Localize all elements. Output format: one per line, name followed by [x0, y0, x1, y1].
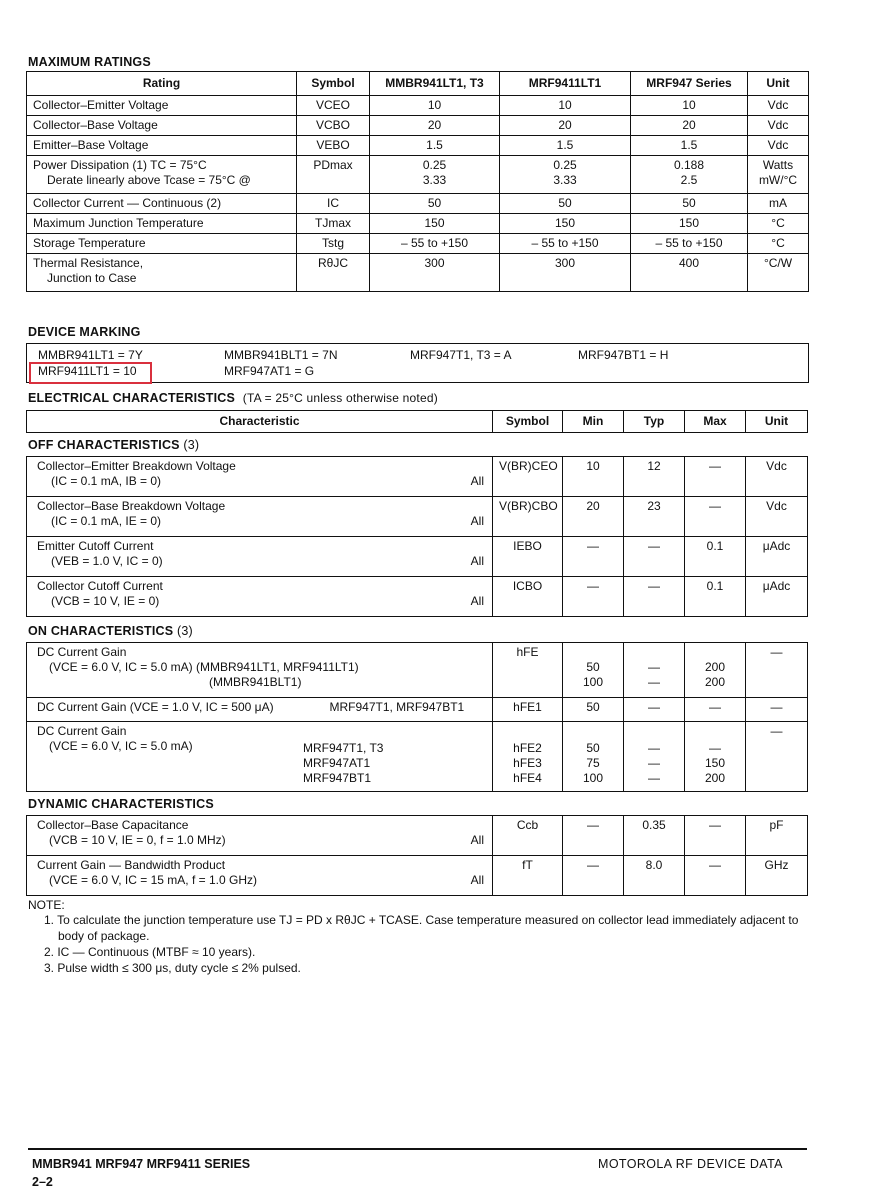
value-cell: 50	[500, 194, 631, 214]
marking-mmbr941blt1: MMBR941BLT1 = 7N	[224, 348, 338, 362]
typ-cell: —	[624, 537, 685, 577]
value-line: 3.33	[422, 173, 447, 187]
rating-cell	[27, 254, 297, 292]
typ-cell	[624, 643, 685, 698]
highlight-box	[29, 362, 152, 384]
footer-series: MMBR941 MRF947 MRF9411 SERIES	[32, 1157, 251, 1171]
unit-cell: μAdc	[746, 577, 808, 617]
unit-cell: Vdc	[748, 116, 809, 136]
table-row	[27, 214, 809, 234]
all-label: All	[470, 474, 484, 488]
char-devices	[303, 741, 383, 786]
marking-mrf947t1: MRF947T1, T3 = A	[410, 348, 512, 362]
characteristic-cell	[27, 457, 493, 497]
table-row	[27, 234, 809, 254]
rating-cell: Collector–Emitter Voltage	[27, 96, 297, 116]
symbol-line: hFE2	[513, 741, 542, 755]
table-row	[27, 698, 808, 722]
dynamic-table	[26, 815, 808, 896]
all-label: All	[470, 514, 484, 528]
char-line: Emitter Cutoff Current	[37, 539, 154, 553]
marking-mmbr941lt1: MMBR941LT1 = 7Y	[38, 348, 143, 362]
typ-line: —	[648, 756, 660, 770]
value-line: 0.25	[422, 158, 447, 172]
char-device: MRF947AT1	[303, 756, 371, 770]
header-mrf9411: MRF9411LT1	[500, 72, 631, 96]
symbol-cell: V(BR)CEO	[493, 457, 563, 497]
footer-brand: MOTOROLA RF DEVICE DATA	[598, 1157, 783, 1171]
on-title-text: ON CHARACTERISTICS	[28, 624, 174, 638]
footer-divider	[28, 1148, 807, 1150]
unit-cell: pF	[746, 816, 808, 856]
electrical-title	[28, 391, 438, 405]
table-row	[27, 722, 808, 792]
unit-cell: —	[746, 698, 808, 722]
characteristic-cell	[27, 537, 493, 577]
all-label: All	[470, 554, 484, 568]
symbol-cell: IC	[297, 194, 370, 214]
value-cell: 300	[370, 254, 500, 292]
symbol-cell: V(BR)CBO	[493, 497, 563, 537]
value-cell: 50	[370, 194, 500, 214]
rating-line-2: Derate linearly above Tcase = 75°C @	[47, 173, 251, 187]
char-device: MRF947BT1	[303, 771, 372, 785]
typ-line: —	[648, 660, 660, 674]
char-line: Collector–Emitter Breakdown Voltage	[37, 459, 236, 473]
char-condition: (VCE = 6.0 V, IC = 5.0 mA) (MMBR941LT1, MRF9411LT1)	[49, 660, 359, 674]
table-row	[27, 194, 809, 214]
on-table	[26, 642, 808, 792]
rating-cell: Collector Current — Continuous (2)	[27, 194, 297, 214]
value-cell	[500, 156, 631, 194]
symbol-cell: PDmax	[297, 156, 370, 194]
char-line: Collector Cutoff Current	[37, 579, 163, 593]
off-characteristics-title	[28, 438, 199, 452]
typ-cell: 8.0	[624, 856, 685, 896]
all-label: All	[470, 833, 484, 847]
table-row	[27, 816, 808, 856]
header-characteristic: Characteristic	[27, 411, 493, 433]
unit-cell: °C/W	[748, 254, 809, 292]
value-cell: 400	[631, 254, 748, 292]
unit-cell: mA	[748, 194, 809, 214]
unit-cell: °C	[748, 234, 809, 254]
off-title-text: OFF CHARACTERISTICS	[28, 438, 180, 452]
value-cell: 150	[500, 214, 631, 234]
min-line: 75	[586, 756, 600, 770]
symbol-cell: Ccb	[493, 816, 563, 856]
note-1: 1. To calculate the junction temperature use TJ = PD x RθJC + TCASE. Case temperature measured on collector lead immediately adjacent to	[44, 913, 799, 927]
value-cell: – 55 to +150	[500, 234, 631, 254]
characteristic-cell	[27, 856, 493, 896]
min-cell: 20	[563, 497, 624, 537]
max-cell	[685, 643, 746, 698]
unit-cell: Vdc	[746, 457, 808, 497]
characteristic-cell	[27, 816, 493, 856]
characteristic-cell	[27, 497, 493, 537]
rating-line-2: Junction to Case	[47, 271, 137, 285]
typ-line: —	[648, 741, 660, 755]
char-device: MRF947T1, MRF947BT1	[329, 700, 465, 714]
rating-cell: Emitter–Base Voltage	[27, 136, 297, 156]
max-cell: —	[685, 457, 746, 497]
char-condition: (VEB = 1.0 V, IC = 0)	[51, 554, 163, 568]
char-line: Collector–Base Capacitance	[37, 818, 189, 832]
marking-mrf9411lt1: MRF9411LT1 = 10	[38, 364, 137, 378]
min-cell: —	[563, 577, 624, 617]
value-cell: 150	[631, 214, 748, 234]
char-line: DC Current Gain	[37, 724, 127, 738]
symbol-line: hFE3	[513, 756, 542, 770]
value-cell: 1.5	[500, 136, 631, 156]
value-line: 0.25	[553, 158, 577, 172]
value-cell	[370, 156, 500, 194]
char-condition: (VCE = 6.0 V, IC = 15 mA, f = 1.0 GHz)	[49, 873, 257, 887]
rating-line: Thermal Resistance,	[33, 256, 144, 270]
char-line: Collector–Base Breakdown Voltage	[37, 499, 226, 513]
max-cell	[685, 722, 746, 792]
symbol-cell: RθJC	[297, 254, 370, 292]
table-row	[27, 457, 808, 497]
symbol-cell: hFE	[493, 643, 563, 698]
min-cell	[563, 643, 624, 698]
device-marking-title: DEVICE MARKING	[28, 325, 141, 339]
header-symbol: Symbol	[493, 411, 563, 433]
footer-page-number: 2–2	[32, 1175, 53, 1189]
typ-line: —	[648, 675, 660, 689]
char-line: Current Gain — Bandwidth Product	[37, 858, 226, 872]
char-line: DC Current Gain	[37, 645, 127, 659]
max-ratings-table	[26, 71, 809, 292]
char-condition: (IC = 0.1 mA, IB = 0)	[51, 474, 162, 488]
note-3: 3. Pulse width ≤ 300 μs, duty cycle ≤ 2% pulsed.	[44, 961, 301, 975]
header-symbol: Symbol	[297, 72, 370, 96]
symbol-cell: VCBO	[297, 116, 370, 136]
unit-cell: Vdc	[748, 136, 809, 156]
electrical-title-text: ELECTRICAL CHARACTERISTICS	[28, 391, 236, 405]
note-1-cont: body of package.	[58, 929, 150, 943]
symbol-cell: Tstg	[297, 234, 370, 254]
value-cell: 50	[631, 194, 748, 214]
table-row	[27, 643, 808, 698]
value-cell: 10	[370, 96, 500, 116]
min-cell	[563, 722, 624, 792]
value-cell: 20	[631, 116, 748, 136]
unit-line: Watts	[762, 158, 794, 172]
unit-cell: μAdc	[746, 537, 808, 577]
header-unit: Unit	[746, 411, 808, 433]
header-min: Min	[563, 411, 624, 433]
value-cell: 1.5	[370, 136, 500, 156]
table-row	[27, 96, 809, 116]
header-typ: Typ	[624, 411, 685, 433]
value-cell: 300	[500, 254, 631, 292]
on-characteristics-title	[28, 624, 193, 638]
char-condition: (VCB = 10 V, IE = 0, f = 1.0 MHz)	[49, 833, 226, 847]
max-line: 200	[704, 675, 726, 689]
max-cell: —	[685, 698, 746, 722]
characteristic-cell	[27, 643, 493, 698]
header-unit: Unit	[748, 72, 809, 96]
unit-line: mW/°C	[758, 173, 798, 187]
max-cell: 0.1	[685, 577, 746, 617]
rating-line: Power Dissipation (1) TC = 75°C	[33, 158, 207, 172]
typ-cell: —	[624, 698, 685, 722]
max-cell: —	[685, 816, 746, 856]
value-cell: 150	[370, 214, 500, 234]
characteristic-cell	[27, 722, 493, 792]
min-cell: —	[563, 856, 624, 896]
characteristic-cell	[27, 577, 493, 617]
unit-cell: —	[746, 643, 808, 698]
dynamic-characteristics-title: DYNAMIC CHARACTERISTICS	[28, 797, 214, 811]
table-row	[27, 577, 808, 617]
symbol-cell: TJmax	[297, 214, 370, 234]
char-condition: (VCB = 10 V, IE = 0)	[51, 594, 160, 608]
min-line: 100	[582, 675, 604, 689]
marking-mrf947bt1: MRF947BT1 = H	[578, 348, 669, 362]
max-cell: —	[685, 497, 746, 537]
rating-cell: Maximum Junction Temperature	[27, 214, 297, 234]
note-label: NOTE:	[28, 898, 65, 912]
min-cell: —	[563, 816, 624, 856]
value-cell: 1.5	[631, 136, 748, 156]
characteristic-cell	[27, 698, 493, 722]
max-ratings-title: MAXIMUM RATINGS	[28, 55, 151, 69]
off-table	[26, 456, 808, 617]
unit-cell: —	[746, 722, 808, 792]
max-line: 200	[704, 660, 726, 674]
table-row	[27, 116, 809, 136]
on-title-note: (3)	[176, 624, 193, 638]
rating-cell: Storage Temperature	[27, 234, 297, 254]
max-cell: —	[685, 856, 746, 896]
off-title-note: (3)	[183, 438, 200, 452]
unit-cell: GHz	[746, 856, 808, 896]
symbol-cell: ICBO	[493, 577, 563, 617]
max-line: 150	[704, 756, 726, 770]
char-device: MRF947T1, T3	[303, 741, 384, 755]
min-line: 100	[582, 771, 604, 785]
value-cell: 10	[631, 96, 748, 116]
typ-cell: 12	[624, 457, 685, 497]
typ-line: —	[648, 771, 660, 785]
value-cell	[631, 156, 748, 194]
max-line: —	[709, 741, 721, 755]
unit-cell	[748, 156, 809, 194]
value-cell: 10	[500, 96, 631, 116]
typ-cell: 0.35	[624, 816, 685, 856]
value-cell: 20	[370, 116, 500, 136]
marking-mrf947at1: MRF947AT1 = G	[224, 364, 315, 378]
char-condition: (VCE = 6.0 V, IC = 5.0 mA)	[49, 739, 193, 753]
value-line: 3.33	[553, 173, 577, 187]
char-condition: (IC = 0.1 mA, IE = 0)	[51, 514, 162, 528]
typ-cell: —	[624, 577, 685, 617]
unit-cell: Vdc	[746, 497, 808, 537]
value-cell: – 55 to +150	[370, 234, 500, 254]
all-label: All	[470, 594, 484, 608]
symbol-cell: IEBO	[493, 537, 563, 577]
symbol-cell: VCEO	[297, 96, 370, 116]
typ-cell	[624, 722, 685, 792]
min-cell: 10	[563, 457, 624, 497]
header-mmbr941: MMBR941LT1, T3	[370, 72, 500, 96]
header-rating: Rating	[27, 72, 297, 96]
table-row	[27, 537, 808, 577]
table-row	[27, 497, 808, 537]
symbol-cell: fT	[493, 856, 563, 896]
table-row	[27, 856, 808, 896]
value-cell: – 55 to +150	[631, 234, 748, 254]
table-row	[27, 136, 809, 156]
table-row	[27, 156, 809, 194]
electrical-subtitle: (TA = 25°C unless otherwise noted)	[242, 391, 438, 405]
max-line: 200	[704, 771, 726, 785]
electrical-header-table	[26, 410, 808, 433]
value-line: 2.5	[680, 173, 698, 187]
symbol-cell: hFE1	[493, 698, 563, 722]
max-cell: 0.1	[685, 537, 746, 577]
min-cell: 50	[563, 698, 624, 722]
value-line: 0.188	[673, 158, 705, 172]
unit-cell: Vdc	[748, 96, 809, 116]
table-row	[27, 254, 809, 292]
note-2: 2. IC — Continuous (MTBF ≈ 10 years).	[44, 945, 256, 959]
header-mrf947: MRF947 Series	[631, 72, 748, 96]
min-line: 50	[586, 660, 600, 674]
char-device: (MMBR941BLT1)	[209, 675, 302, 689]
all-label: All	[470, 873, 484, 887]
value-cell: 20	[500, 116, 631, 136]
min-line: 50	[586, 741, 600, 755]
symbol-line: hFE4	[513, 771, 542, 785]
min-cell: —	[563, 537, 624, 577]
rating-cell	[27, 156, 297, 194]
char-line: DC Current Gain (VCE = 1.0 V, IC = 500 μA)	[37, 700, 274, 714]
typ-cell: 23	[624, 497, 685, 537]
rating-cell: Collector–Base Voltage	[27, 116, 297, 136]
symbol-cell	[493, 722, 563, 792]
unit-cell: °C	[748, 214, 809, 234]
symbol-cell: VEBO	[297, 136, 370, 156]
header-max: Max	[685, 411, 746, 433]
